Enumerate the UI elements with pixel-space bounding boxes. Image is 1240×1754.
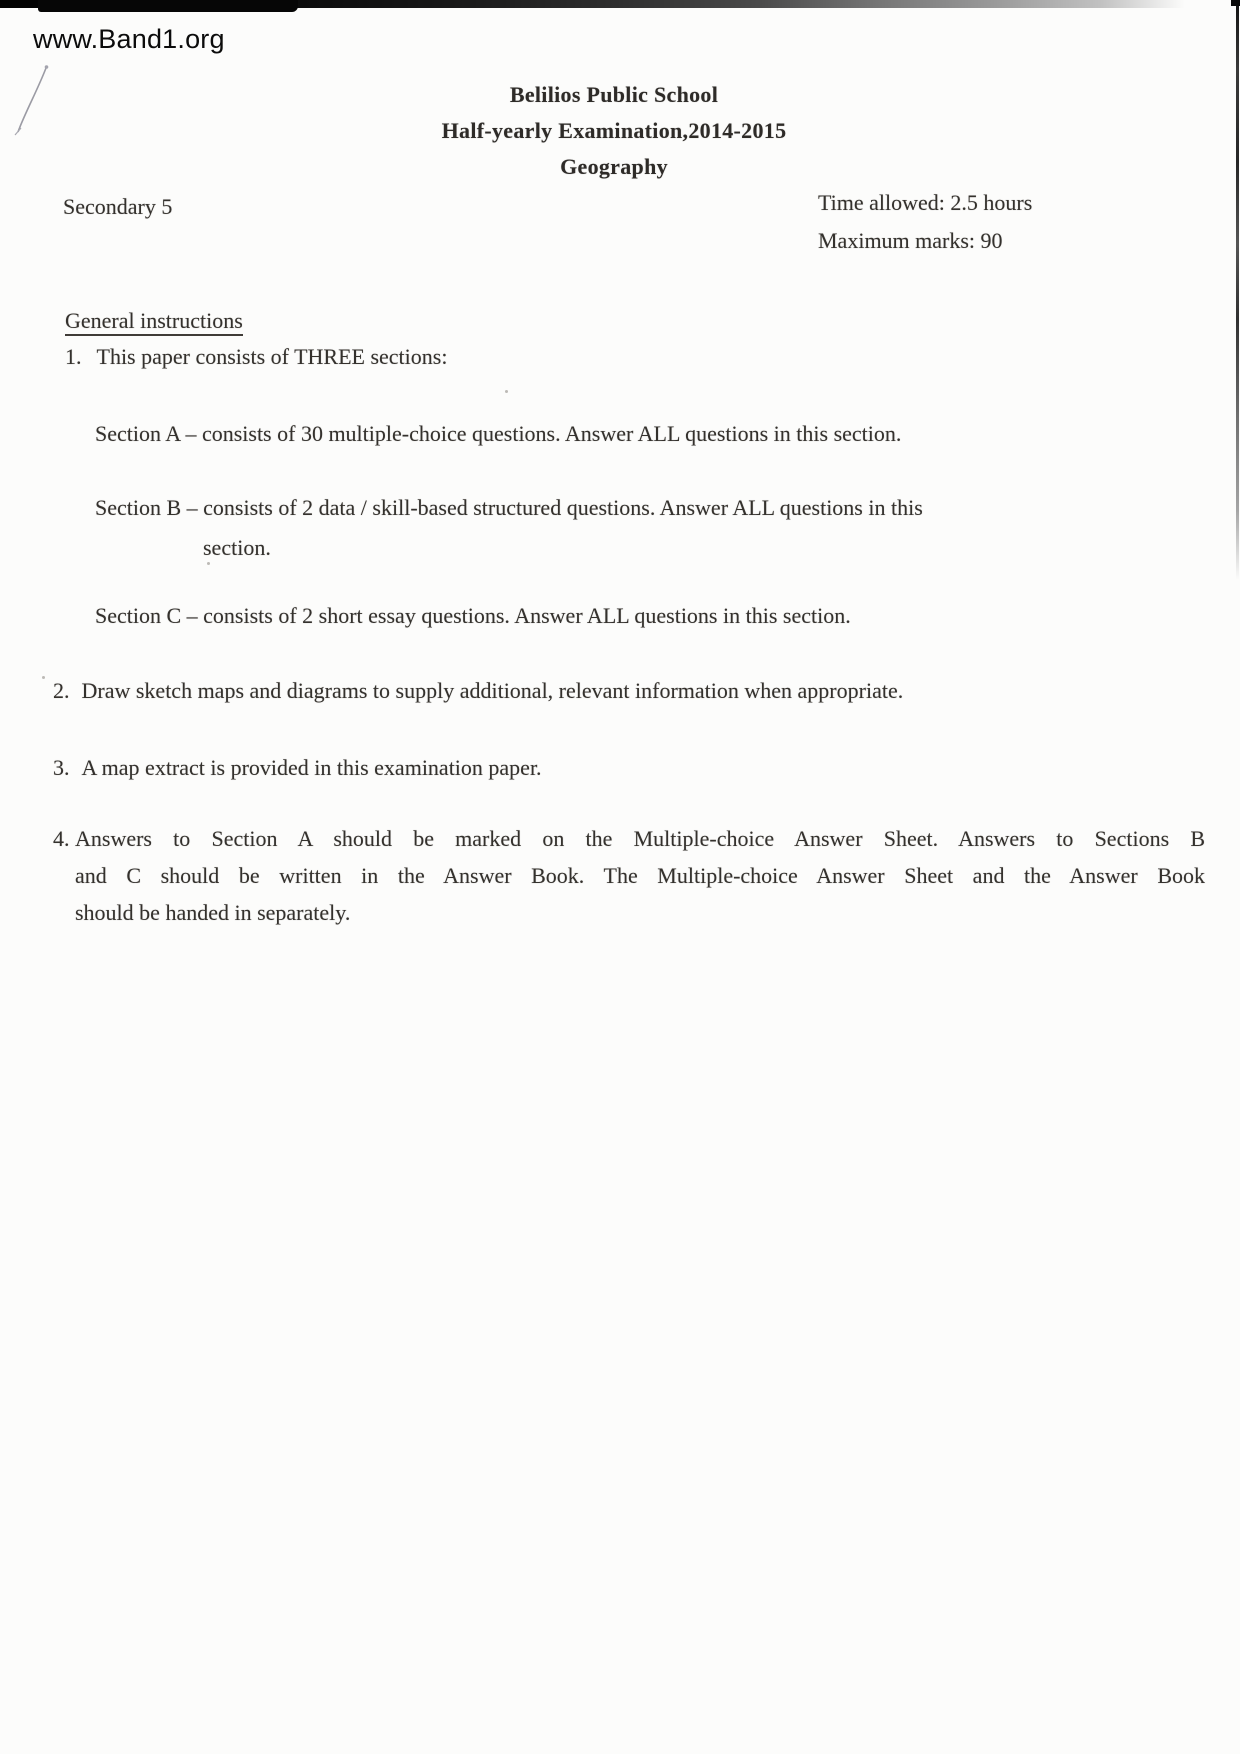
instructions-heading (65, 307, 243, 334)
item-number: 1. (65, 344, 82, 369)
item-text: A map extract is provided in this examination paper. (81, 755, 542, 780)
instruction-item-4-line-3: should be handed in separately. (75, 900, 351, 925)
section-b-line: Section B – consists of 2 data / skill-based structured questions. Answer ALL questions in this (95, 495, 923, 520)
scan-artifact-right-edge-line (1236, 0, 1239, 580)
item-text: This paper consists of THREE sections: (96, 344, 448, 369)
instructions-heading-text: General instructions (65, 308, 243, 336)
instruction-item-1 (65, 343, 447, 370)
time-allowed: Time allowed: 2.5 hours (818, 190, 1033, 215)
item-number: 3. (53, 755, 70, 780)
watermark-url: www.Band1.org (33, 24, 225, 54)
instruction-item-4-line-2: and C should be written in the Answer Book. The Multiple-choice Answer Sheet and the Answer Book (75, 863, 1205, 888)
scan-speck (207, 562, 210, 565)
instruction-item-4-number: 4. (53, 826, 70, 851)
scan-speck (505, 390, 508, 393)
scan-artifact-corner-mark (1231, 0, 1240, 6)
instruction-item-3 (53, 754, 542, 781)
section-c-line: Section C – consists of 2 short essay questions. Answer ALL questions in this section. (95, 603, 851, 628)
class-level: Secondary 5 (63, 194, 173, 219)
instruction-item-4-line-1: Answers to Section A should be marked on the Multiple-choice Answer Sheet. Answers to Sections B (75, 826, 1205, 851)
scan-speck (42, 676, 45, 679)
scan-artifact-top-edge-blob (38, 0, 298, 12)
exam-title: Half-yearly Examination,2014-2015 (441, 118, 787, 143)
subject-title: Geography (560, 154, 668, 179)
school-name: Belilios Public School (509, 82, 719, 107)
instruction-item-2 (53, 677, 903, 704)
item-text: Draw sketch maps and diagrams to supply additional, relevant information when appropriate. (81, 678, 904, 703)
section-a-line: Section A – consists of 30 multiple-choice questions. Answer ALL questions in this section. (95, 421, 902, 446)
item-number: 2. (53, 678, 70, 703)
section-b-continuation: section. (203, 535, 271, 560)
maximum-marks: Maximum marks: 90 (818, 228, 1003, 253)
